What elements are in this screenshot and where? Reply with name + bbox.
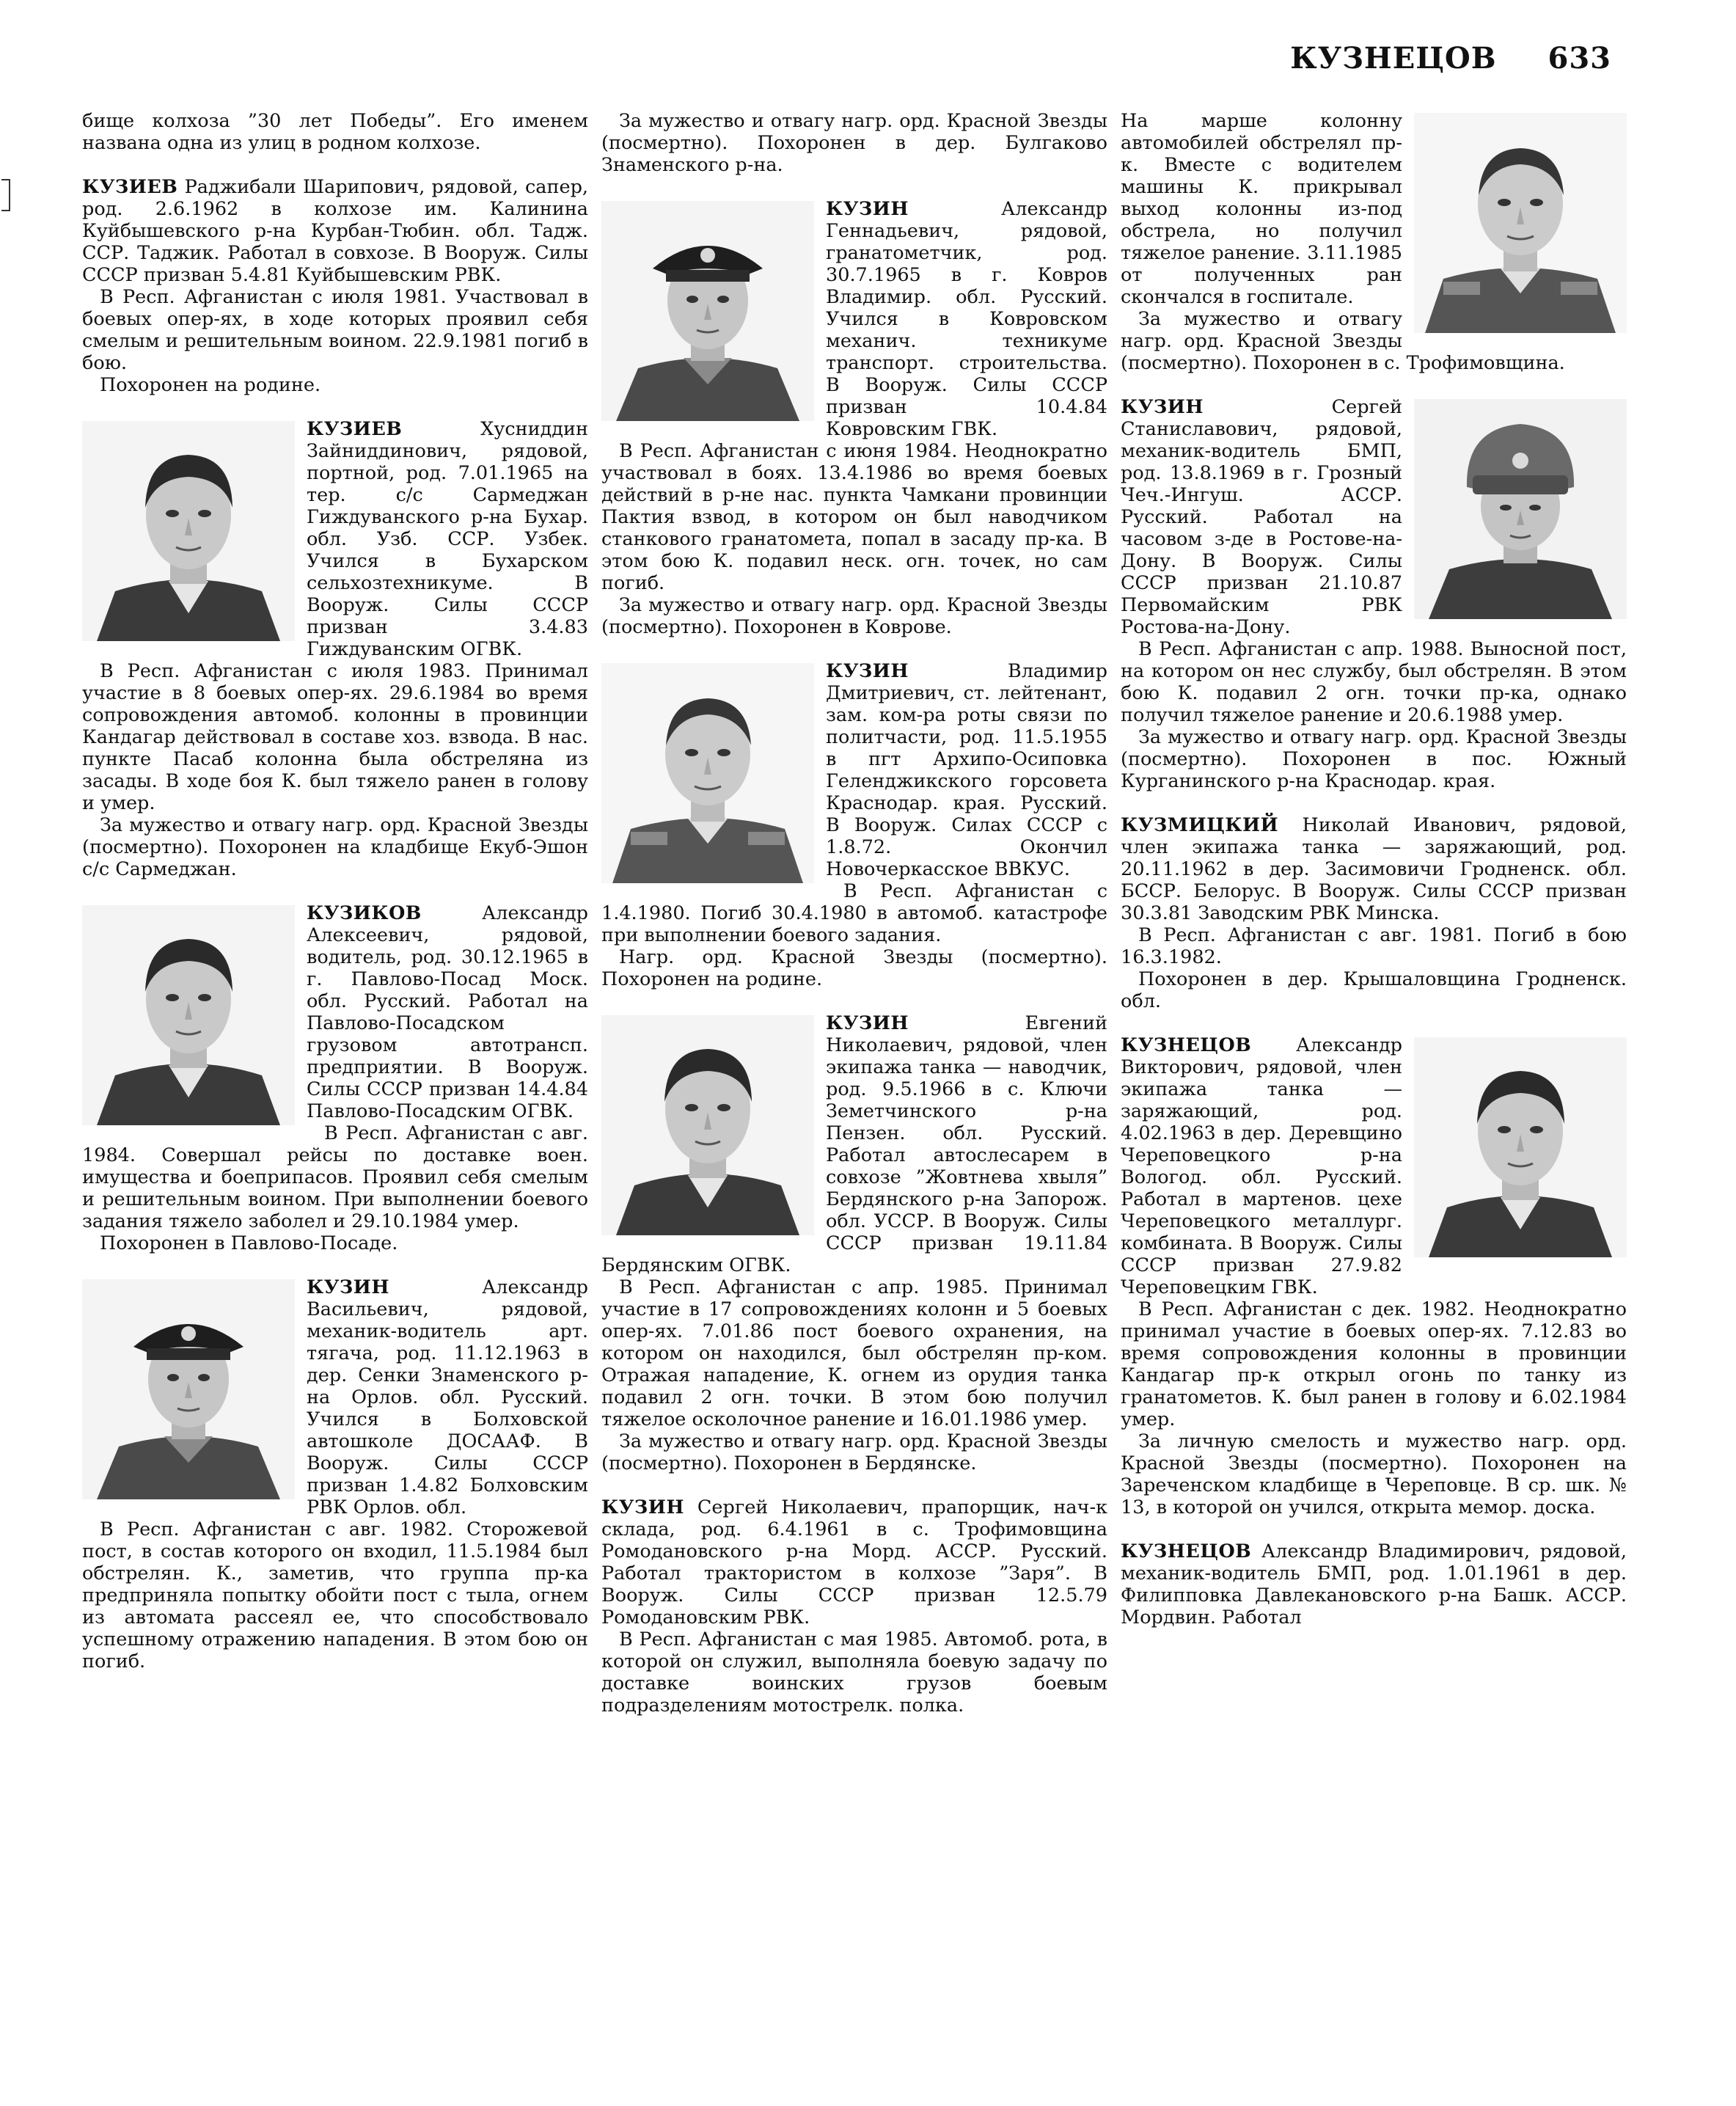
entry — [1121, 1034, 1627, 1518]
paragraph — [601, 1276, 1107, 1430]
paragraph-text: В Респ. Афганистан с июня 1984. Неоднократно участвовал в боях. 13.4.1986 во время боевых действий в р-не нас. пункта Чамкани провинции Пактия взвод, в котором он был наводчиком станкового гранатомета, попал в засаду пр-ка. В этом бою К. подавил неск. огн. точек, но сам погиб. — [601, 440, 1107, 594]
portrait-photo — [601, 663, 814, 883]
paragraph-text: В Респ. Афганистан с авг. 1981. Погиб в бою 16.3.1982. — [1121, 924, 1627, 968]
paragraph — [1121, 968, 1627, 1012]
column-3 — [1121, 110, 1627, 1650]
margin-bracket — [1, 179, 10, 211]
paragraph-text: В Респ. Афганистан с мая 1985. Автомоб. рота, в которой он служил, выполняла боевую задачу по доставке воинских грузов боевым подразделениям мотострелк. полка. — [601, 1628, 1107, 1716]
paragraph — [601, 198, 1107, 440]
paragraph-text: Александр Геннадьевич, рядовой, гранатометчик, род. 30.7.1965 в г. Ковров Владимир. обл. Русский. Учился в Ковровском механич. техникуме транспорт. строительства. В Вооруж. Силы СССР призван 10.4.84 Ковровским ГВК. — [826, 198, 1107, 440]
paragraph — [82, 418, 588, 660]
paragraph-text: В Респ. Афганистан с авг. 1984. Совершал рейсы по доставке воен. имущества и боеприпасов. Проявил себя смелым и решительным воином. При выполнении боевого задания тяжело заболел и 29.10.1984 умер. — [82, 1122, 588, 1232]
paragraph-text: Владимир Дмитриевич, ст. лейтенант, зам. ком-ра роты связи по политчасти, род. 11.5.1955 в пгт Архипо-Осиповка Геленджикского горсовета Краснодар. края. Русский. В Вооруж. Силах СССР с 1.8.72. Окончил Новочеркасское ВВКУС. — [826, 660, 1107, 880]
entry — [82, 176, 588, 396]
portrait-photo — [601, 1015, 814, 1235]
entry — [1121, 110, 1627, 374]
paragraph-text: За мужество и отвагу нагр. орд. Красной Звезды (посмертно). Похоронен в дер. Булгаково Знаменского р-на. — [601, 110, 1107, 176]
entry — [601, 1496, 1107, 1716]
paragraph — [82, 176, 588, 286]
paragraph-text: Сергей Станиславович, рядовой, механик-водитель БМП, род. 13.8.1969 в г. Грозный Чеч.-Ингуш. АССР. Русский. Работал на часовом з-де в Ростове-на-Дону. В Вооруж. Силы СССР призван 21.10.87 Первомайским РВК Ростова-на-Дону. — [1121, 396, 1402, 638]
paragraph-text: В Респ. Афганистан с июля 1981. Участвовал в боевых опер-ях, в ходе которых проявил себя смелым и решительным воином. 22.9.1981 погиб в бою. — [82, 286, 588, 374]
entry — [601, 110, 1107, 176]
paragraph-text: На марше колонну автомобилей обстрелял пр-к. Вместе с водителем машины К. прикрывал выход колонны из-под обстрела, но получил тяжелое ранение. 3.11.1985 от полученных ран скончался в госпитале. — [1121, 110, 1402, 308]
paragraph-text: Александр Алексеевич, рядовой, водитель, род. 30.12.1965 в г. Павлово-Посад Моск. обл. Русский. Работал на Павлово-Посадском грузовом автотрансп. предприятии. В Вооруж. Силы СССР призван 14.4.84 Павлово-Посадским ОГВК. — [307, 902, 588, 1122]
entry — [1121, 814, 1627, 1012]
running-header — [1290, 41, 1611, 76]
surname-heading: КУЗИЕВ — [82, 176, 178, 198]
paragraph — [1121, 1034, 1627, 1298]
paragraph-text: бище колхоза ”30 лет Победы”. Его именем названа одна из улиц в родном колхозе. — [82, 110, 588, 154]
paragraph-text: За мужество и отвагу нагр. орд. Красной Звезды (посмертно). Похоронен на кладбище Екуб-Эшон с/с Сармеджан. — [82, 814, 588, 880]
paragraph — [1121, 638, 1627, 726]
paragraph-text: В Респ. Афганистан с дек. 1982. Неоднократно принимал участие в боевых опер-ях. 7.12.83 во время сопровождения колонны в провинции Кандагар пр-к открыл огонь по танку из гранатометов. К. был ранен в голову и 6.02.1984 умер. — [1121, 1298, 1627, 1430]
paragraph — [601, 1430, 1107, 1474]
entry — [82, 110, 588, 154]
paragraph — [82, 660, 588, 814]
paragraph — [82, 1122, 588, 1232]
paragraph-text: Александр Викторович, рядовой, член экипажа танка — заряжающий, род. 4.02.1963 в дер. Деревщино Череповецкого р-на Вологод. обл. Русский. Работал в мартенов. цехе Череповецкого металлург. комбината. В Вооруж. Силы СССР призван 27.9.82 Череповецким ГВК. — [1121, 1034, 1402, 1298]
surname-heading: КУЗИКОВ — [307, 902, 422, 924]
paragraph — [82, 1232, 588, 1254]
paragraph-text: Евгений Николаевич, рядовой, член экипажа танка — наводчик, род. 9.5.1966 в с. Ключи Земетчинского р-на Пензен. обл. Русский. Работал автослесарем в совхозе ”Жовтнева хвыля” Бердянского р-на Запорож. обл. УССР. В Вооруж. Силы СССР призван 19.11.84 Бердянским ОГВК. — [601, 1012, 1107, 1276]
paragraph-text: Похоронен в Павлово-Посаде. — [100, 1232, 398, 1254]
surname-heading: КУЗИЕВ — [307, 418, 403, 440]
surname-heading: КУЗИН — [1121, 396, 1204, 418]
paragraph-text: В Респ. Афганистан с 1.4.1980. Погиб 30.4.1980 в автомоб. катастрофе при выполнении боевого задания. — [601, 880, 1107, 946]
paragraph-text: Хусниддин Зайниддинович, рядовой, портной, род. 7.01.1965 на тер. с/с Сармеджан Гиждуванского р-на Бухар. обл. Узб. ССР. Узбек. Учился в Бухарском сельхозтехникуме. В Вооруж. Силы СССР призван 3.4.83 Гиждуванским ОГВК. — [307, 418, 588, 660]
paragraph-text: За мужество и отвагу нагр. орд. Красной Звезды (посмертно). Похоронен в Бердянске. — [601, 1430, 1107, 1474]
paragraph — [82, 374, 588, 396]
paragraph — [1121, 1298, 1627, 1430]
paragraph-text: Александр Васильевич, рядовой, механик-водитель арт. тягача, род. 11.12.1963 в дер. Сенки Знаменского р-на Орлов. обл. Русский. Учился в Болховской автошколе ДОСААФ. В Вооруж. Силы СССР призван 1.4.82 Болховским РВК Орлов. обл. — [307, 1276, 588, 1518]
surname-heading: КУЗНЕЦОВ — [1121, 1034, 1252, 1056]
paragraph-text: В Респ. Афганистан с апр. 1985. Принимал участие в 17 сопровождениях колонн и 5 боевых опер-ях. 7.01.86 пост боевого охранения, на котором он находился, был обстрелян пр-ком. Отражая нападение, К. огнем из орудия танка подавил 2 огн. точки. В этом бою получил тяжелое осколочное ранение и 16.01.1986 умер. — [601, 1276, 1107, 1430]
surname-heading: КУЗИН — [826, 660, 909, 682]
paragraph — [601, 946, 1107, 990]
paragraph — [82, 286, 588, 374]
surname-heading: КУЗИН — [826, 198, 909, 220]
paragraph-text: В Респ. Афганистан с апр. 1988. Выносной пост, на котором он нес службу, был обстрелян. В этом бою К. подавил 2 огн. точки пр-ка, однако получил тяжелое ранение и 20.6.1988 умер. — [1121, 638, 1627, 726]
paragraph — [1121, 1540, 1627, 1628]
paragraph — [82, 1276, 588, 1518]
paragraph-text: Сергей Николаевич, прапорщик, нач-к склада, род. 6.4.1961 в с. Трофимовщина Ромодановского р-на Морд. АССР. Русский. Работал трактористом в колхозе ”Заря”. В Вооруж. Силы СССР призван 12.5.79 Ромодановским РВК. — [601, 1496, 1107, 1628]
column-2 — [601, 110, 1107, 1738]
entry — [601, 1012, 1107, 1474]
paragraph — [1121, 396, 1627, 638]
portrait-photo — [82, 421, 295, 641]
page-number: 633 — [1548, 41, 1611, 76]
paragraph — [601, 660, 1107, 880]
paragraph — [601, 1496, 1107, 1628]
paragraph — [601, 440, 1107, 594]
paragraph — [601, 594, 1107, 638]
entry — [601, 198, 1107, 638]
portrait-photo — [82, 1279, 295, 1499]
paragraph-text: Александр Владимирович, рядовой, механик-водитель БМП, род. 1.01.1961 в дер. Филипповка Давлекановского р-на Башк. АССР. Мордвин. Работал — [1121, 1540, 1627, 1628]
paragraph — [601, 1628, 1107, 1716]
header-surname: КУЗНЕЦОВ — [1290, 41, 1497, 76]
portrait-photo — [1414, 1037, 1627, 1257]
paragraph — [1121, 726, 1627, 792]
portrait-photo — [82, 905, 295, 1125]
paragraph — [82, 1518, 588, 1672]
column-1 — [82, 110, 588, 1694]
paragraph-text: Нагр. орд. Красной Звезды (посмертно). Похоронен на родине. — [601, 946, 1107, 990]
paragraph — [601, 1012, 1107, 1276]
paragraph-text: Похоронен на родине. — [100, 374, 321, 396]
paragraph-text: В Респ. Афганистан с авг. 1982. Сторожевой пост, в состав которого он входил, 11.5.1984 был обстрелян. К., заметив, что группа пр-ка предприняла попытку обойти пост с тыла, огнем из автомата рассеял ее, что способствовало успешному отражению нападения. В этом бою он погиб. — [82, 1518, 588, 1672]
paragraph — [82, 902, 588, 1122]
paragraph — [601, 110, 1107, 176]
entry — [82, 902, 588, 1254]
entry — [82, 1276, 588, 1672]
entry — [82, 418, 588, 880]
surname-heading: КУЗНЕЦОВ — [1121, 1540, 1252, 1562]
paragraph-text: За мужество и отвагу нагр. орд. Красной Звезды (посмертно). Похоронен в с. Трофимовщина. — [1121, 308, 1565, 374]
paragraph-text: За мужество и отвагу нагр. орд. Красной Звезды (посмертно). Похоронен в пос. Южный Курганинского р-на Краснодар. края. — [1121, 726, 1627, 792]
paragraph — [601, 880, 1107, 946]
portrait-photo — [601, 201, 814, 421]
paragraph — [1121, 814, 1627, 924]
entry — [601, 660, 1107, 990]
paragraph — [82, 814, 588, 880]
paragraph — [1121, 924, 1627, 968]
portrait-photo — [1414, 113, 1627, 333]
surname-heading: КУЗИН — [826, 1012, 909, 1034]
paragraph — [1121, 1430, 1627, 1518]
paragraph-text: Раджибали Шарипович, рядовой, сапер, род. 2.6.1962 в колхозе им. Калинина Куйбышевского р-на Курбан-Тюбин. обл. Тадж. ССР. Таджик. Работал в совхозе. В Вооруж. Силы СССР призван 5.4.81 Куйбышевским РВК. — [82, 176, 588, 286]
surname-heading: КУЗМИЦКИЙ — [1121, 814, 1279, 836]
paragraph-text: Николай Иванович, рядовой, член экипажа танка — заряжающий, род. 20.11.1962 в дер. Засимовичи Гродненск. обл. БССР. Белорус. В Вооруж. Силы СССР призван 30.3.81 Заводским РВК Минска. — [1121, 814, 1627, 924]
paragraph-text: За личную смелость и мужество нагр. орд. Красной Звезды (посмертно). Похоронен на Зареченском кладбище в Череповце. В ср. шк. № 13, в которой он учился, открыта мемор. доска. — [1121, 1430, 1627, 1518]
surname-heading: КУЗИН — [307, 1276, 389, 1298]
paragraph-text: За мужество и отвагу нагр. орд. Красной Звезды (посмертно). Похоронен в Коврове. — [601, 594, 1107, 638]
paragraph-text: Похоронен в дер. Крышаловщина Гродненск. обл. — [1121, 968, 1627, 1012]
entry — [1121, 396, 1627, 792]
entry — [1121, 1540, 1627, 1628]
surname-heading: КУЗИН — [601, 1496, 684, 1518]
paragraph — [82, 110, 588, 154]
portrait-photo — [1414, 399, 1627, 619]
paragraph-text: В Респ. Афганистан с июля 1983. Принимал участие в 8 боевых опер-ях. 29.6.1984 во время сопровождения автомоб. колонны в провинции Кандагар действовал в составе хоз. взвода. В нас. пункте Пасаб колонна была обстреляна из засады. В ходе боя К. был тяжело ранен в голову и умер. — [82, 660, 588, 814]
paragraph — [1121, 110, 1627, 308]
